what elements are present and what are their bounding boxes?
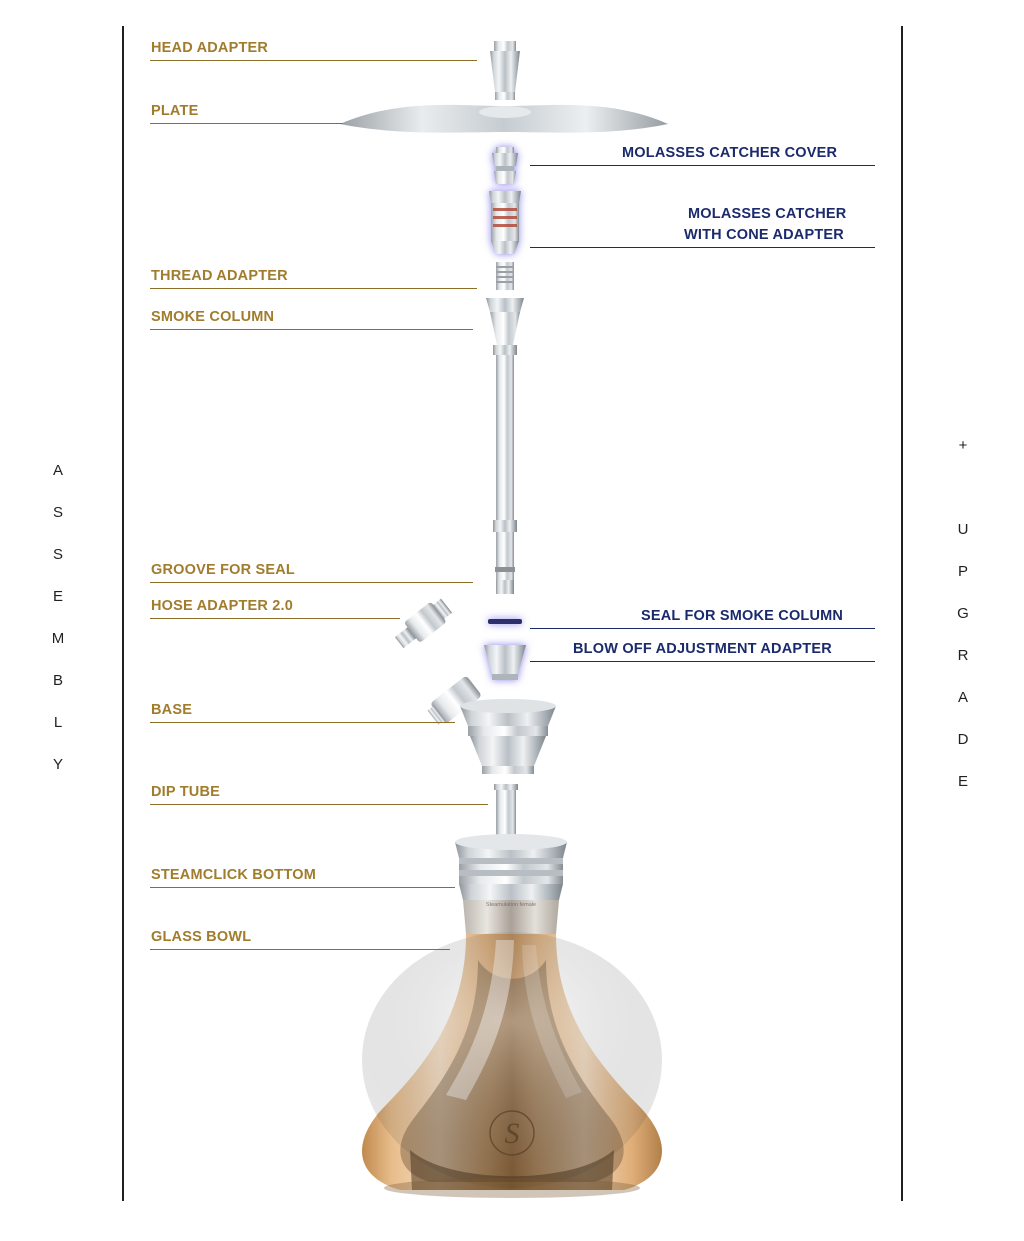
underline-steamclick-bottom [150,887,455,888]
part-plate [340,105,668,133]
part-thread-adapter [496,262,514,290]
side-label-upgrade: + U P G R A D E [957,437,969,790]
svg-text:S: S [504,1117,520,1150]
underline-plate [150,123,323,124]
label-plate: PLATE [151,103,199,119]
left-divider-rule [122,26,124,1201]
part-blow-off-adjustment-adapter [484,645,526,680]
underline-glass-bowl [150,949,450,950]
underline-blow-off-adjustment-adapter [530,661,875,662]
underline-thread-adapter [150,288,477,289]
right-divider-rule [901,26,903,1201]
part-molasses-catcher [489,191,521,254]
part-head-adapter [490,41,520,100]
label-molasses-catcher-cover: MOLASSES CATCHER COVER [622,145,838,161]
underline-hose-adapter [150,618,400,619]
label-blow-off-adjustment-adapter: BLOW OFF ADJUSTMENT ADAPTER [573,641,832,657]
label-dip-tube: DIP TUBE [151,784,221,800]
label-base: BASE [151,702,193,718]
underline-seal-for-smoke-column [530,628,875,629]
part-seal-for-smoke-column [488,619,522,624]
label-molasses-catcher-line2: WITH CONE ADAPTER [684,227,844,243]
part-steamclick-bottom [455,834,567,900]
part-glass-bowl [362,900,662,1198]
part-hose-adapter [391,595,454,652]
part-dip-tube [494,784,518,840]
part-base [425,675,556,774]
label-groove-for-seal: GROOVE FOR SEAL [151,562,295,578]
underline-dip-tube [150,804,488,805]
svg-text:Steamulation female: Steamulation female [485,902,537,908]
leader-plate [323,123,343,124]
underline-smoke-column [150,329,473,330]
label-thread-adapter: THREAD ADAPTER [151,268,288,284]
part-molasses-catcher-cover [492,147,518,184]
label-head-adapter: HEAD ADAPTER [151,40,269,56]
label-glass-bowl: GLASS BOWL [151,929,252,945]
label-molasses-catcher: MOLASSES CATCHER [688,206,847,222]
underline-groove-for-seal [150,582,473,583]
underline-base [150,722,455,723]
underline-head-adapter [150,60,477,61]
underline-molasses-catcher-cover [530,165,875,166]
label-steamclick-bottom: STEAMCLICK BOTTOM [151,867,317,883]
label-seal-for-smoke-column: SEAL FOR SMOKE COLUMN [641,608,844,624]
label-hose-adapter: HOSE ADAPTER 2.0 [151,598,294,614]
part-smoke-column [486,298,524,594]
label-smoke-column: SMOKE COLUMN [151,309,275,325]
underline-molasses-catcher [530,247,875,248]
side-label-assembly: A S S E M B L Y [51,462,65,773]
